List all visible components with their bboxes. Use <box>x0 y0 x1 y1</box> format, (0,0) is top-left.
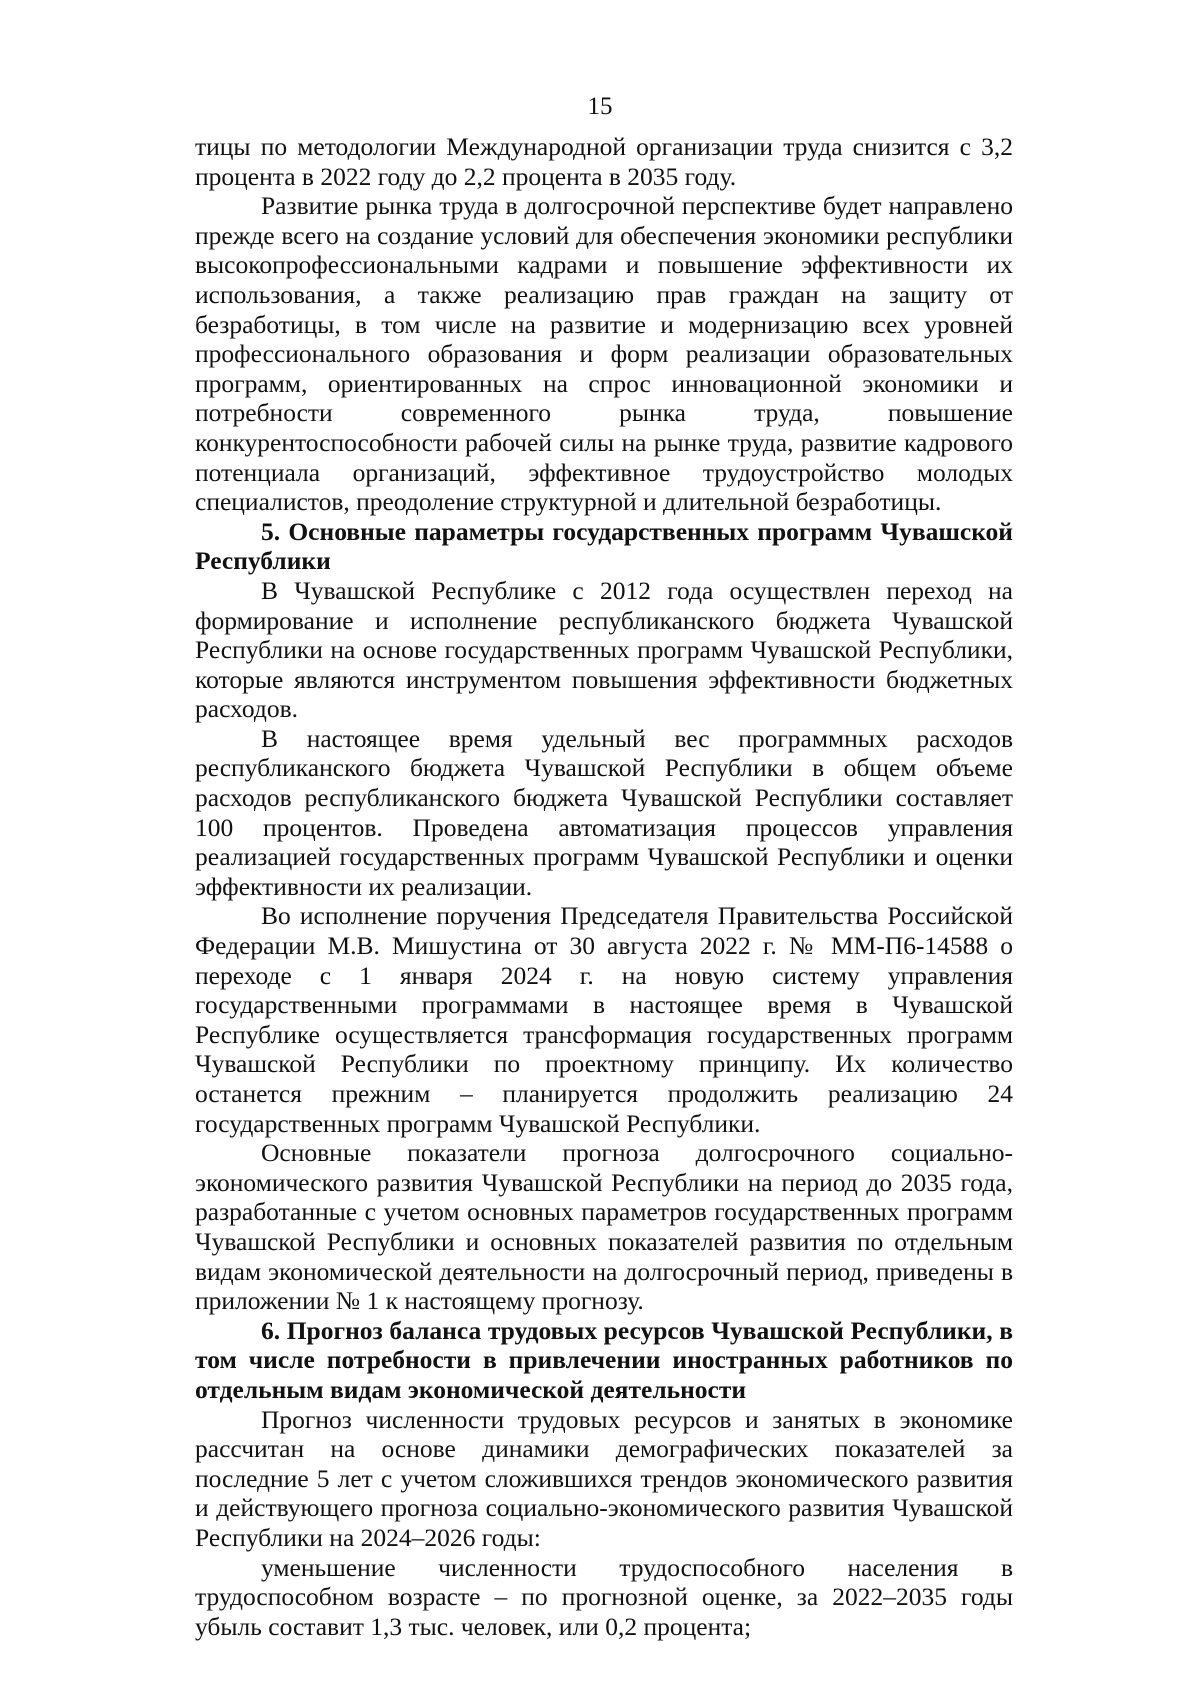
document-body <box>195 132 1013 1641</box>
paragraph-program-transformation: Во исполнение поручения Председателя Правительства Российской Федерации М.В. Мишустина от 30 августа 2022 г. № ММ-П6-14588 о переходе с 1 января 2024 г. на новую систему управления государственными программами в настоящее время в Чувашской Республике осуществляется трансформация государственных программ Чувашской Республики по проектному принципу. Их количество останется прежним – планируется продолжить реализацию 24 государственных программ Чувашской Республики. <box>195 901 1013 1138</box>
paragraph-labor-resources-forecast: Прогноз численности трудовых ресурсов и занятых в экономике рассчитан на основе динамики демографических показателей за последние 5 лет с учетом сложившихся трендов экономического развития и действующего прогноза социально-экономического развития Чувашской Республики на 2024–2026 годы: <box>195 1404 1013 1552</box>
page-number: 15 <box>587 93 613 120</box>
paragraph-program-budget-transition: В Чувашской Республике с 2012 года осуществлен переход на формирование и исполнение республиканского бюджета Чувашской Республики на основе государственных программ Чувашской Республики, которые являются инструментом повышения эффективности бюджетных расходов. <box>195 575 1013 724</box>
paragraph-labor-market-development: Развитие рынка труда в долгосрочной перспективе будет направлено прежде всего на создание условий для обеспечения экономики республики высокопрофессиональными кадрами и повышение эффективности их использования, а также реализацию прав граждан на защиту от безработицы, в том числе на развитие и модернизацию всех уровней профессионального образования и форм реализации образовательных программ, ориентированных на спрос инновационной экономики и потребности современного рынка труда, повышение конкурентоспособности рабочей силы на рынке труда, развитие кадрового потенциала организаций, эффективное трудоустройство молодых специалистов, преодоление структурной и длительной безработицы. <box>195 191 1013 517</box>
paragraph-unemployment-continuation: тицы по методологии Международной организации труда снизится с 3,2 процента в 2022 году до 2,2 процента в 2035 году. <box>195 132 1013 191</box>
paragraph-program-expenditure-share: В настоящее время удельный вес программных расходов республиканского бюджета Чувашской Республики в общем объеме расходов республиканского бюджета Чувашской Республики составляет 100 процентов. Проведена автоматизация процессов управления реализацией государственных программ Чувашской Республики и оценки эффективности их реализации. <box>195 723 1013 901</box>
paragraph-working-age-decline: уменьшение численности трудоспособного населения в трудоспособном возрасте – по прогнозной оценке, за 2022–2035 годы убыль составит 1,3 тыс. человек, или 0,2 процента; <box>195 1552 1013 1641</box>
paragraph-forecast-indicators: Основные показатели прогноза долгосрочного социально-экономического развития Чувашской Республики на период до 2035 года, разработанные с учетом основных параметров государственных программ Чувашской Республики и основных показателей развития по отдельным видам экономической деятельности на долгосрочный период, приведены в приложении № 1 к настоящему прогнозу. <box>195 1138 1013 1316</box>
section-heading-5: 5. Основные параметры государственных программ Чувашской Республики <box>195 516 1013 576</box>
section-heading-6: 6. Прогноз баланса трудовых ресурсов Чувашской Республики, в том числе потребности в привлечении иностранных работников по отдельным видам экономической деятельности <box>195 1315 1013 1404</box>
